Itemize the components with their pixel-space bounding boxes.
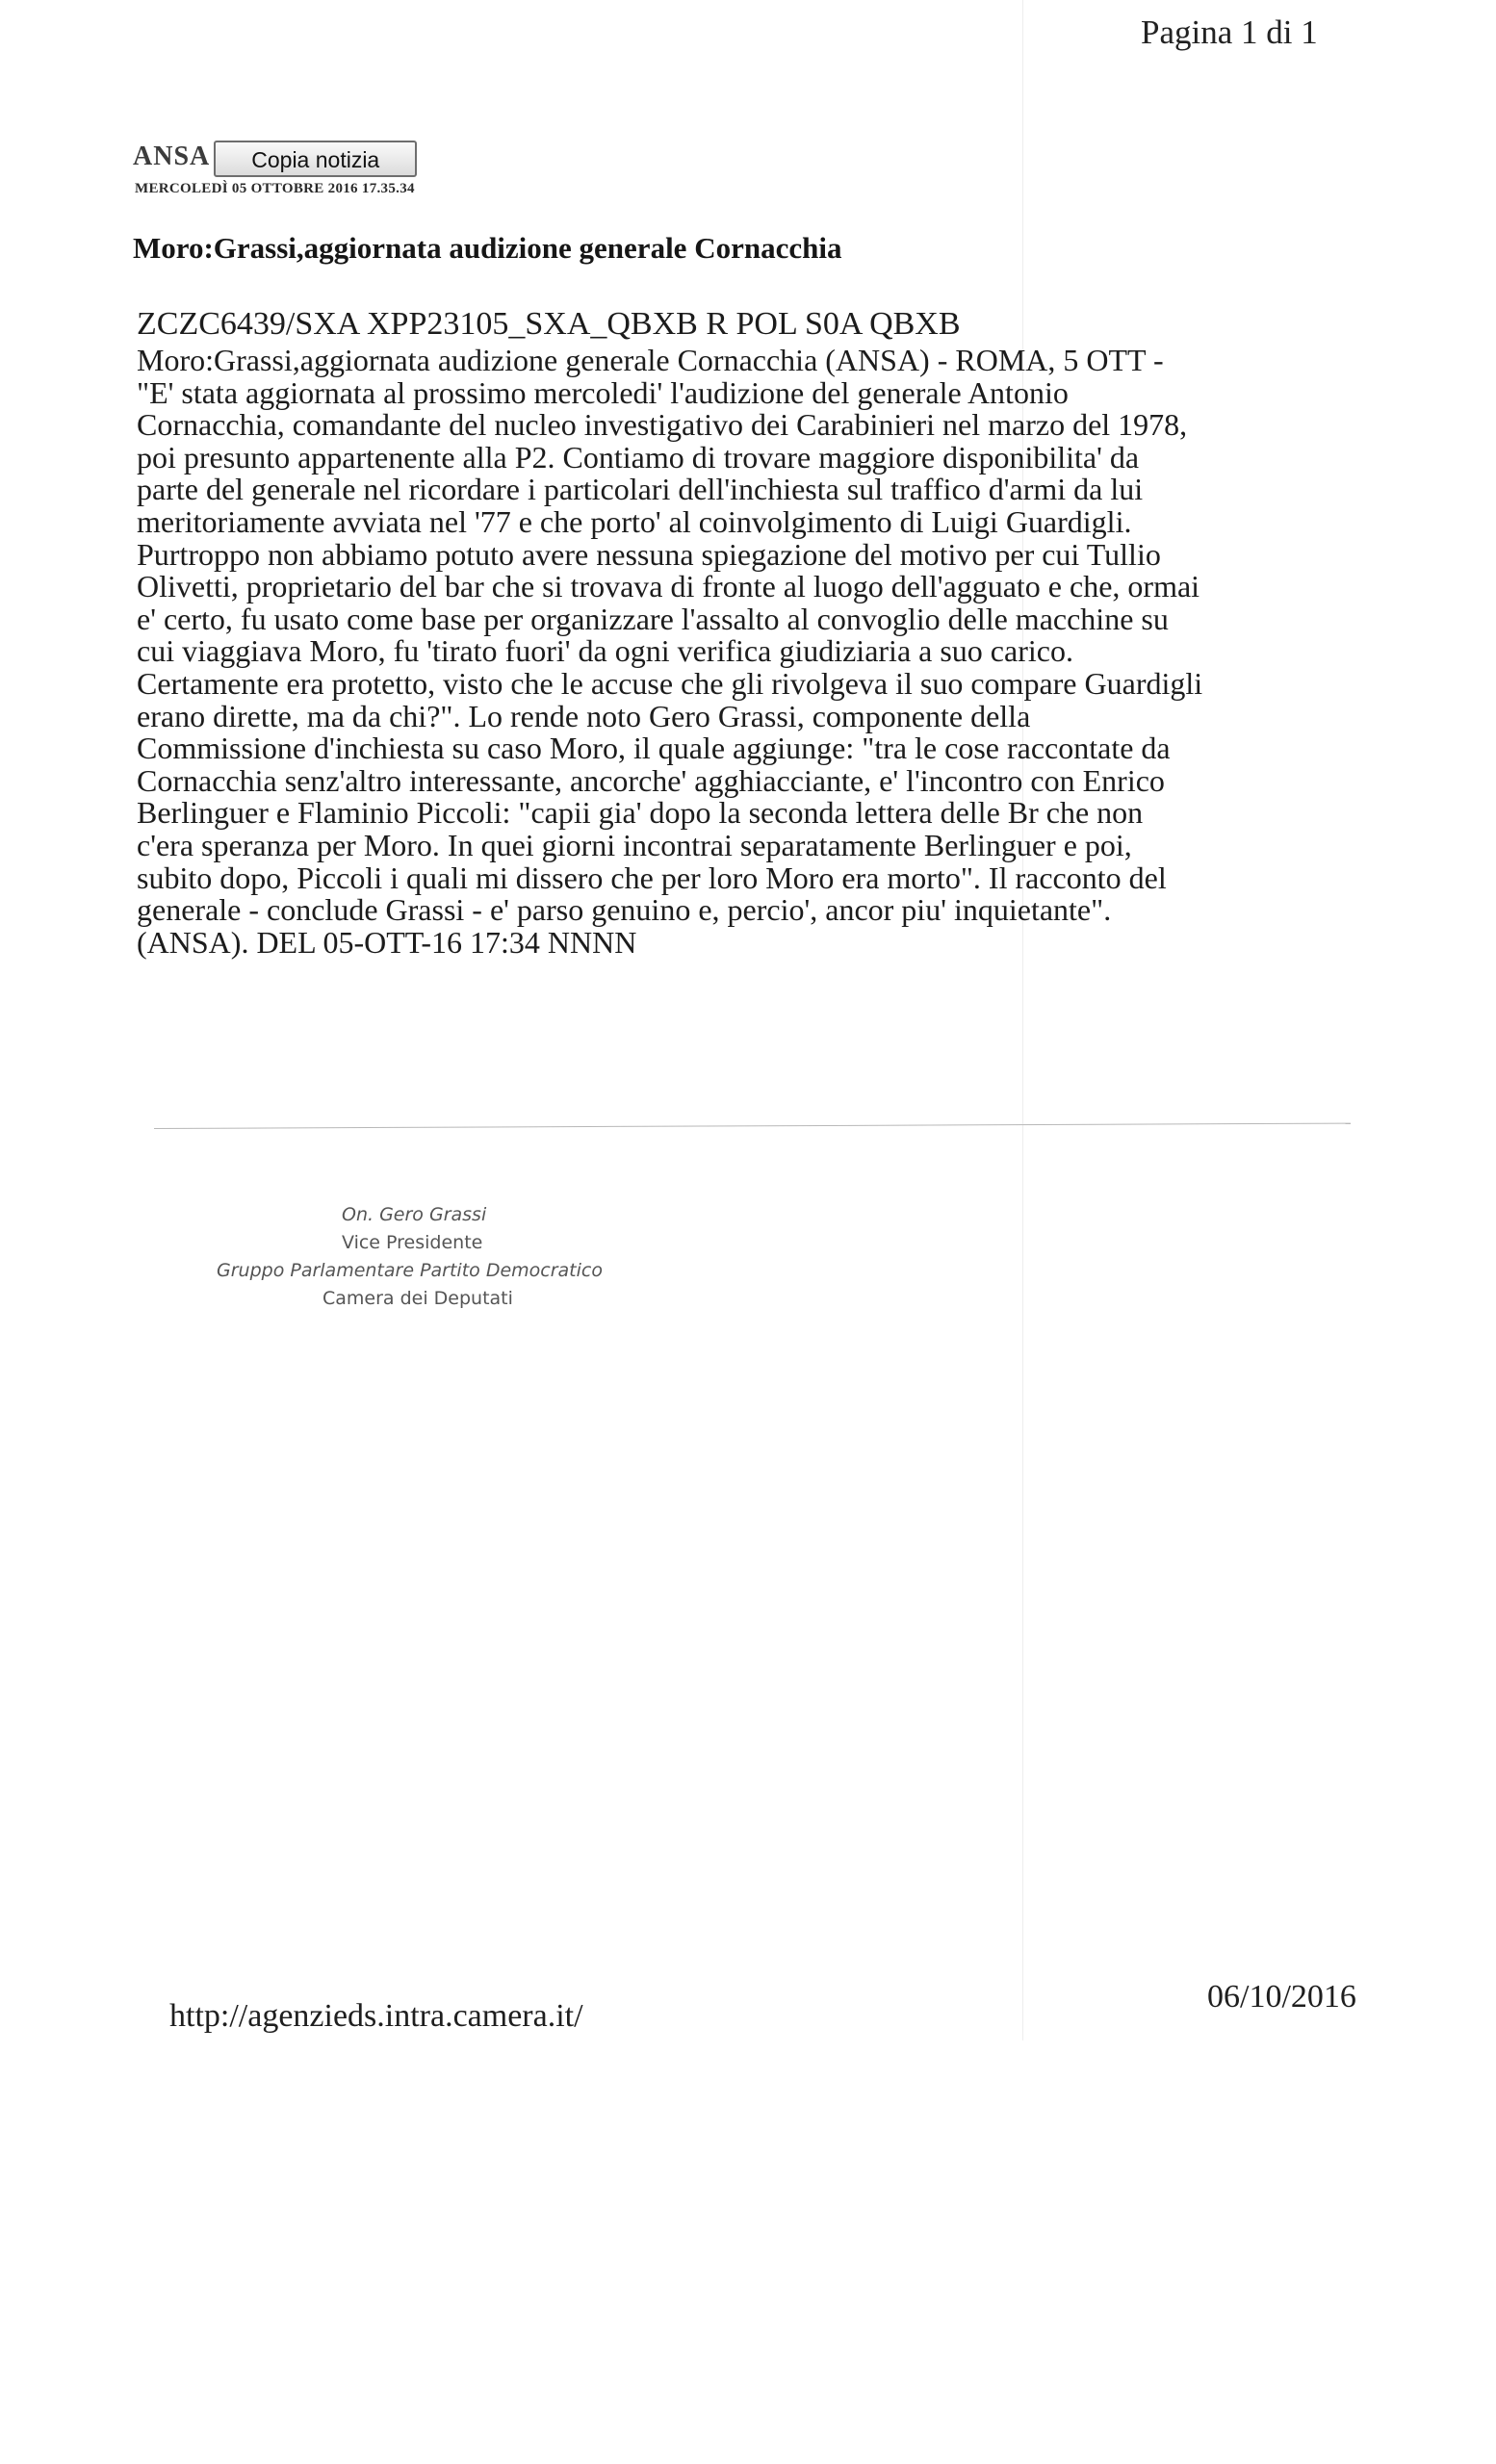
news-line: Berlinguer e Flaminio Piccoli: "capii gia' dopo la seconda lettera delle Br che non <box>137 795 1144 831</box>
copy-news-button[interactable]: Copia notizia <box>214 141 417 177</box>
news-line: Olivetti, proprietario del bar che si trovava di fronte al luogo dell'agguato e che, ormai <box>137 569 1200 604</box>
ansa-header <box>133 141 417 171</box>
news-line: Cornacchia senz'altro interessante, ancorche' agghiacciante, e' l'incontro con Enrico <box>137 762 1165 798</box>
news-line: Purtroppo non abbiamo potuto avere nessuna spiegazione del motivo per cui Tullio <box>137 536 1161 572</box>
news-body <box>137 306 1340 959</box>
signature-name: On. Gero Grassi <box>342 1204 487 1225</box>
footer-date: 06/10/2016 <box>1207 1979 1356 2015</box>
news-line: Cornacchia, comandante del nucleo investigativo dei Carabinieri nel marzo del 1978, <box>137 407 1188 443</box>
signature-role: Vice Presidente <box>342 1232 483 1253</box>
news-line: meritoriamente avviata nel '77 e che porto' al coinvolgimento di Luigi Guardigli. <box>137 503 1132 539</box>
signature-stamp <box>217 1201 603 1313</box>
page-number: Pagina 1 di 1 <box>1141 13 1318 51</box>
footer-url: http://agenzieds.intra.camera.it/ <box>169 1998 583 2034</box>
news-line: e' certo, fu usato come base per organizzare l'assalto al convoglio delle macchine su <box>137 601 1169 636</box>
news-line: Moro:Grassi,aggiornata audizione generale Cornacchia (ANSA) - ROMA, 5 OTT - <box>137 343 1164 377</box>
news-line: erano dirette, ma da chi?". Lo rende noto Gero Grassi, componente della <box>137 698 1031 733</box>
news-line: "E' stata aggiornata al prossimo mercoledi' l'audizione del generale Antonio <box>137 374 1069 410</box>
news-line: c'era speranza per Moro. In quei giorni incontrai separatamente Berlinguer e poi, <box>137 827 1132 862</box>
news-title: Moro:Grassi,aggiornata audizione generale Cornacchia <box>133 231 842 265</box>
news-line: Commissione d'inchiesta su caso Moro, il quale aggiunge: "tra le cose raccontate da <box>137 731 1171 766</box>
divider <box>154 1123 1351 1129</box>
ansa-logo: ANSA <box>133 141 211 171</box>
news-line: generale - conclude Grassi - e' parso genuino e, percio', ancor piu' inquietante". <box>137 892 1112 928</box>
signature-house: Camera dei Deputati <box>322 1288 513 1309</box>
news-line: (ANSA). DEL 05-OTT-16 17:34 NNNN <box>137 924 637 960</box>
news-line: ZCZC6439/SXA XPP23105_SXA_QBXB R POL S0A QBXB <box>137 306 961 342</box>
signature-group: Gruppo Parlamentare Partito Democratico <box>217 1260 603 1281</box>
news-line: subito dopo, Piccoli i quali mi dissero che per loro Moro era morto". Il racconto del <box>137 860 1167 895</box>
news-line: Certamente era protetto, visto che le accuse che gli rivolgeva il suo compare Guardigli <box>137 665 1203 701</box>
news-line: cui viaggiava Moro, fu 'tirato fuori' da ogni verifica giudiziaria a suo carico. <box>137 633 1073 669</box>
news-line: parte del generale nel ricordare i particolari dell'inchiesta sul traffico d'armi da lui <box>137 472 1144 507</box>
news-datetime: MERCOLEDÌ 05 OTTOBRE 2016 17.35.34 <box>135 181 415 196</box>
news-line: poi presunto appartenente alla P2. Contiamo di trovare maggiore disponibilita' da <box>137 439 1140 475</box>
